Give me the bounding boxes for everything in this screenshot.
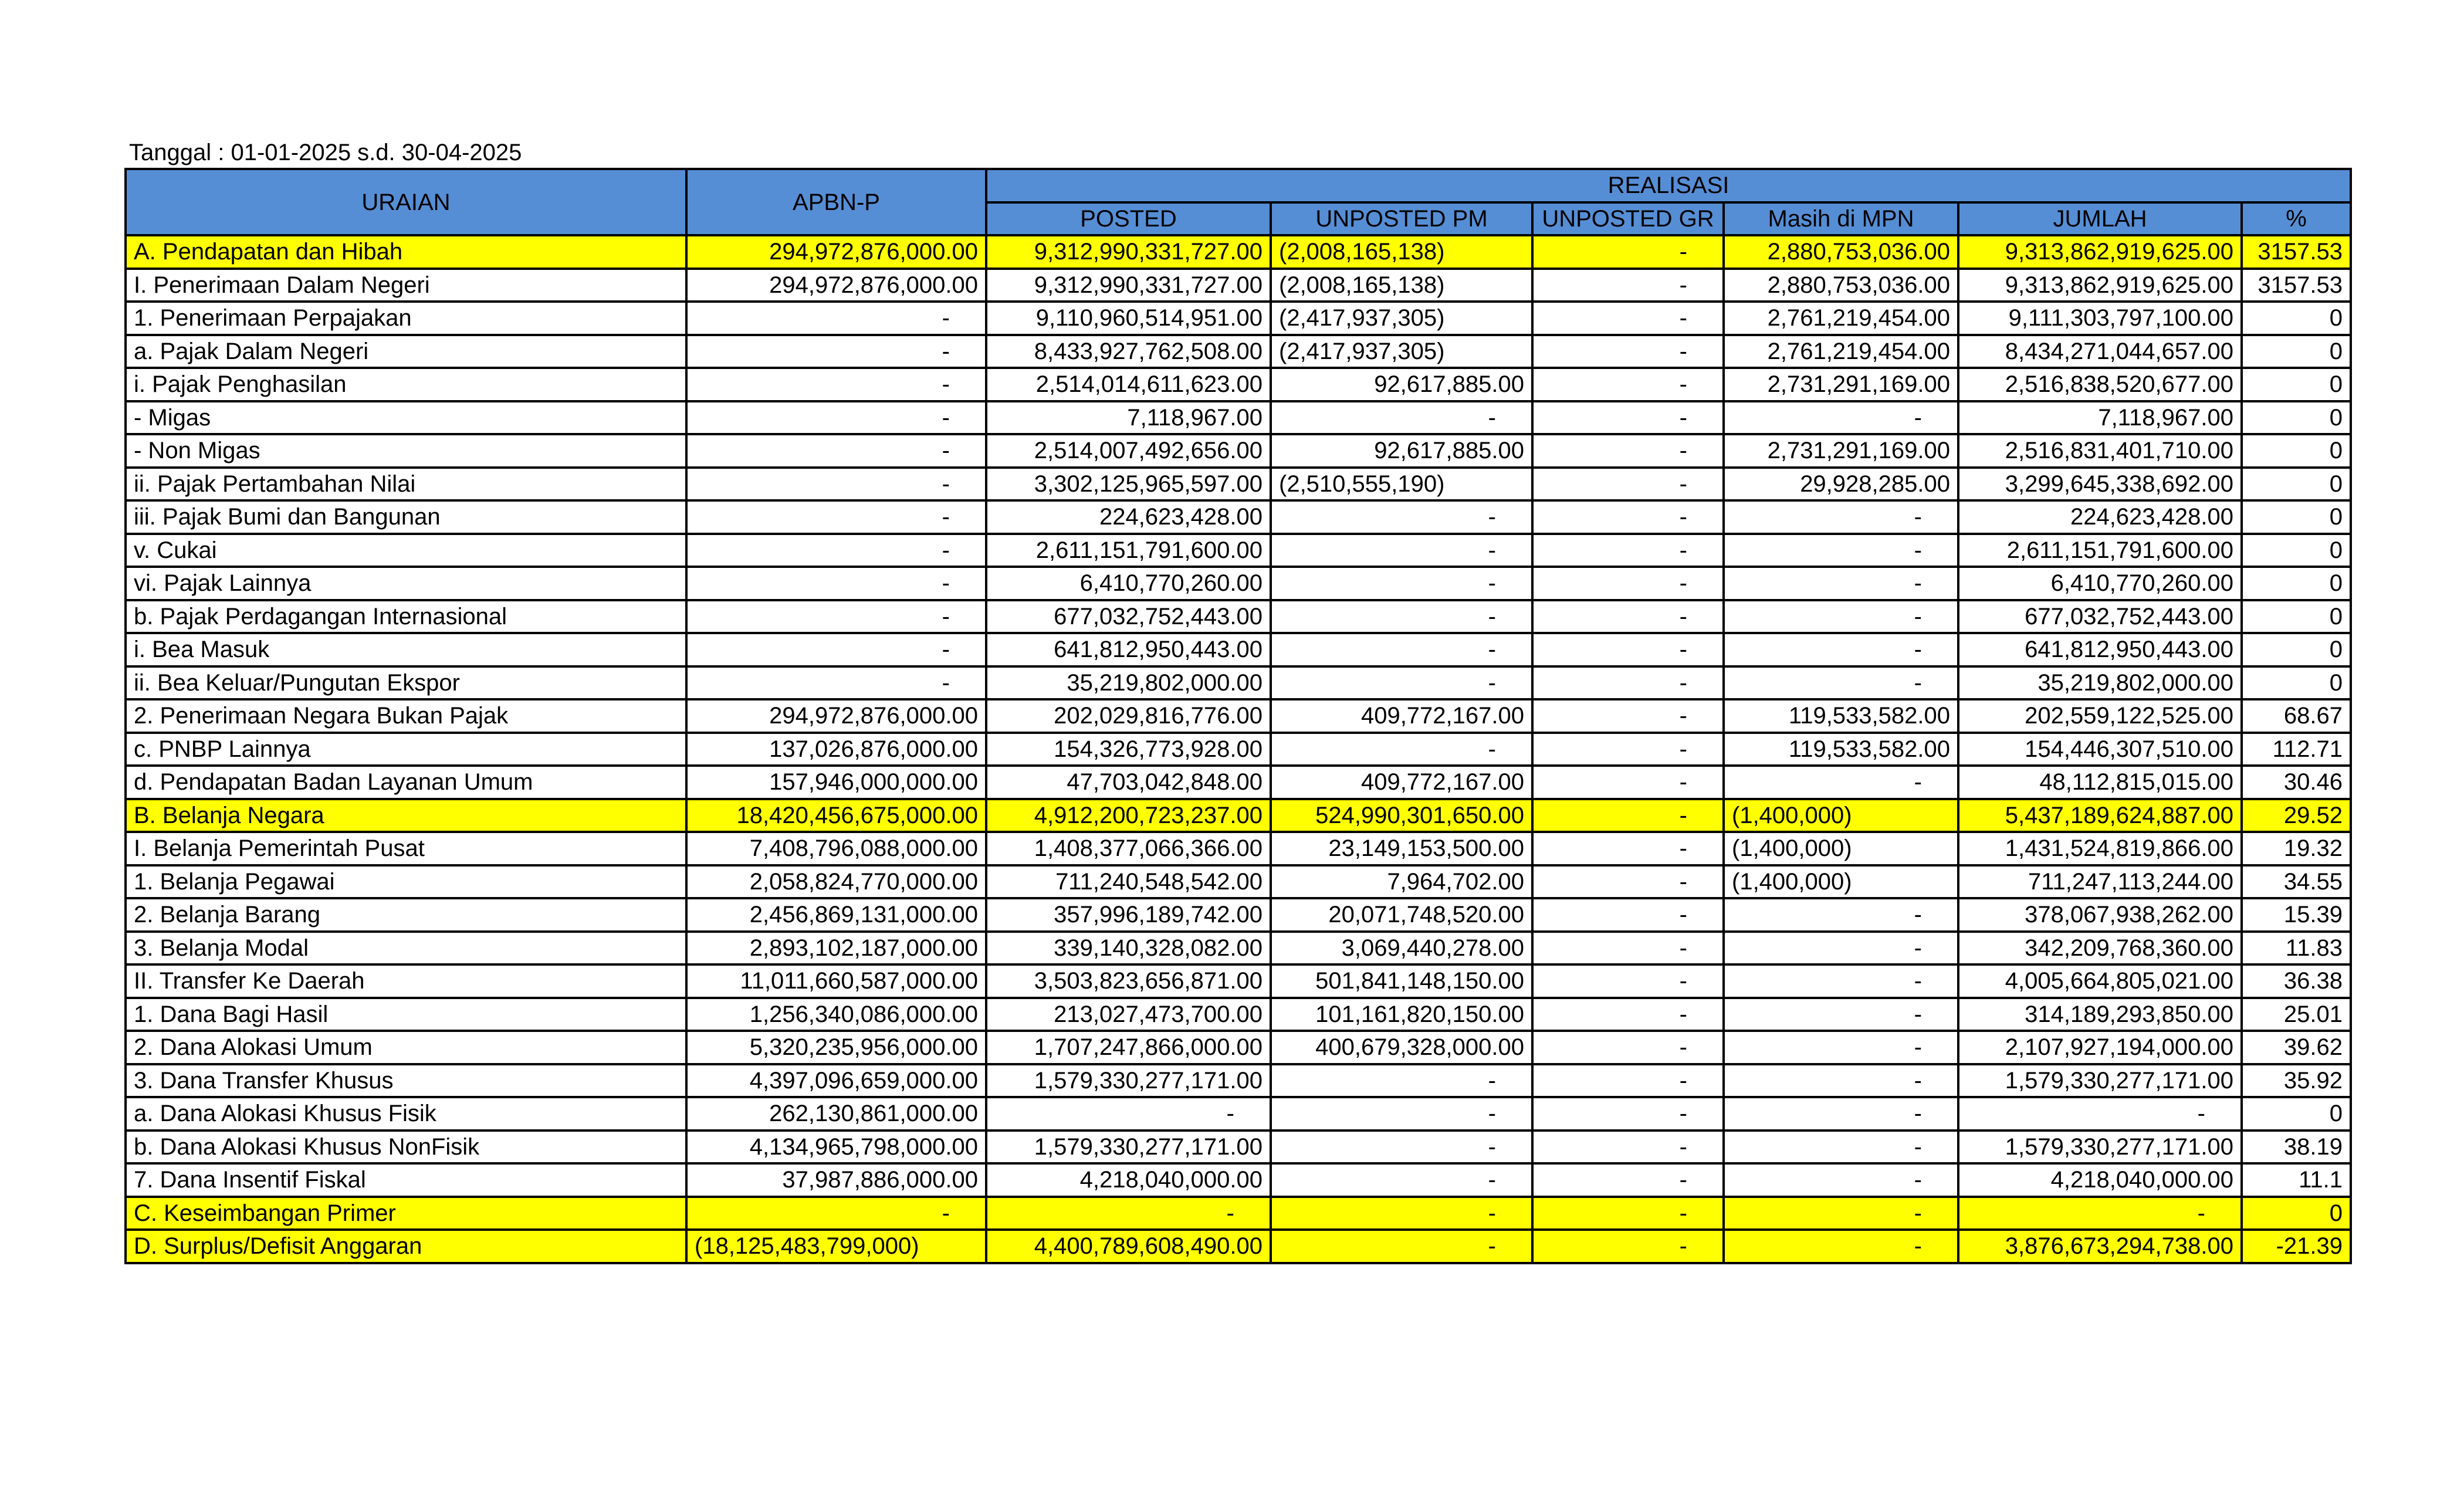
apbn-cell: 137,026,876,000.00 <box>686 733 986 766</box>
jumlah-cell: 224,623,428.00 <box>1958 500 2242 534</box>
unposted-gr-cell: - <box>1532 964 1724 998</box>
jumlah-cell: - <box>1958 1097 2242 1131</box>
jumlah-cell: 677,032,752,443.00 <box>1958 600 2242 634</box>
unposted-gr-cell: - <box>1532 932 1724 965</box>
jumlah-cell: 2,107,927,194,000.00 <box>1958 1031 2242 1064</box>
pct-cell: -21.39 <box>2242 1230 2351 1263</box>
pct-cell: 0 <box>2242 1097 2351 1131</box>
table-row <box>126 666 2351 700</box>
uraian-cell: ii. Bea Keluar/Pungutan Ekspor <box>126 666 686 700</box>
table-row <box>126 434 2351 468</box>
jumlah-cell: - <box>1958 1197 2242 1230</box>
uraian-cell: 2. Dana Alokasi Umum <box>126 1031 686 1064</box>
unposted-pm-cell: - <box>1271 600 1532 634</box>
jumlah-cell: 9,111,303,797,100.00 <box>1958 302 2242 335</box>
uraian-cell: b. Pajak Perdagangan Internasional <box>126 600 686 634</box>
table-row <box>126 534 2351 567</box>
posted-cell: 2,514,014,611,623.00 <box>986 368 1271 401</box>
apbn-cell: 262,130,861,000.00 <box>686 1097 986 1131</box>
date-range: Tanggal : 01-01-2025 s.d. 30-04-2025 <box>129 140 522 165</box>
posted-cell: 1,579,330,277,171.00 <box>986 1064 1271 1098</box>
unposted-gr-cell: - <box>1532 534 1724 567</box>
unposted-gr-cell: - <box>1532 567 1724 600</box>
unposted-pm-cell: - <box>1271 1230 1532 1263</box>
uraian-cell: 7. Dana Insentif Fiskal <box>126 1163 686 1197</box>
unposted-pm-cell: 23,149,153,500.00 <box>1271 832 1532 865</box>
posted-cell: 3,503,823,656,871.00 <box>986 964 1271 998</box>
uraian-cell: I. Belanja Pemerintah Pusat <box>126 832 686 865</box>
apbn-cell: - <box>686 401 986 435</box>
unposted-gr-cell: - <box>1532 600 1724 634</box>
unposted-pm-cell: 409,772,167.00 <box>1271 699 1532 733</box>
unposted-pm-cell: 92,617,885.00 <box>1271 434 1532 468</box>
table-row <box>126 932 2351 965</box>
jumlah-cell: 202,559,122,525.00 <box>1958 699 2242 733</box>
table-row <box>126 865 2351 899</box>
jumlah-cell: 3,299,645,338,692.00 <box>1958 468 2242 501</box>
posted-cell: 9,312,990,331,727.00 <box>986 269 1271 302</box>
jumlah-cell: 9,313,862,919,625.00 <box>1958 235 2242 269</box>
unposted-gr-cell: - <box>1532 832 1724 865</box>
unposted-pm-cell: - <box>1271 567 1532 600</box>
jumlah-cell: 7,118,967.00 <box>1958 401 2242 435</box>
mpn-cell: 29,928,285.00 <box>1724 468 1958 501</box>
table-row <box>126 1230 2351 1263</box>
uraian-cell: 1. Belanja Pegawai <box>126 865 686 899</box>
posted-cell: 357,996,189,742.00 <box>986 898 1271 932</box>
apbn-cell: 157,946,000,000.00 <box>686 766 986 799</box>
uraian-cell: II. Transfer Ke Daerah <box>126 964 686 998</box>
unposted-pm-cell: - <box>1271 500 1532 534</box>
mpn-cell: - <box>1724 567 1958 600</box>
apbn-cell: - <box>686 434 986 468</box>
apbn-cell: 7,408,796,088,000.00 <box>686 832 986 865</box>
jumlah-cell: 1,431,524,819,866.00 <box>1958 832 2242 865</box>
pct-cell: 11.83 <box>2242 932 2351 965</box>
table-row <box>126 401 2351 435</box>
table-body <box>126 235 2351 1263</box>
pct-cell: 0 <box>2242 468 2351 501</box>
table-row <box>126 633 2351 666</box>
posted-cell: 1,707,247,866,000.00 <box>986 1031 1271 1064</box>
mpn-cell: 2,761,219,454.00 <box>1724 335 1958 368</box>
unposted-gr-cell: - <box>1532 500 1724 534</box>
posted-cell: 4,400,789,608,490.00 <box>986 1230 1271 1263</box>
unposted-gr-cell: - <box>1532 799 1724 832</box>
mpn-cell: (1,400,000) <box>1724 799 1958 832</box>
apbn-cell: - <box>686 600 986 634</box>
uraian-cell: C. Keseimbangan Primer <box>126 1197 686 1230</box>
unposted-pm-cell: 101,161,820,150.00 <box>1271 998 1532 1031</box>
mpn-cell: - <box>1724 1064 1958 1098</box>
posted-cell: 3,302,125,965,597.00 <box>986 468 1271 501</box>
jumlah-cell: 4,005,664,805,021.00 <box>1958 964 2242 998</box>
mpn-cell: - <box>1724 998 1958 1031</box>
posted-cell: 1,579,330,277,171.00 <box>986 1131 1271 1164</box>
unposted-gr-cell: - <box>1532 302 1724 335</box>
unposted-gr-cell: - <box>1532 1131 1724 1164</box>
posted-cell: 9,110,960,514,951.00 <box>986 302 1271 335</box>
col-header-jumlah: JUMLAH <box>1958 202 2242 236</box>
apbn-cell: - <box>686 335 986 368</box>
col-header-unposted-pm: UNPOSTED PM <box>1271 202 1532 236</box>
table-row <box>126 302 2351 335</box>
unposted-gr-cell: - <box>1532 1031 1724 1064</box>
apbn-cell: - <box>686 567 986 600</box>
apbn-cell: - <box>686 500 986 534</box>
posted-cell: 677,032,752,443.00 <box>986 600 1271 634</box>
unposted-pm-cell: (2,008,165,138) <box>1271 235 1532 269</box>
col-header-pct: % <box>2242 202 2351 236</box>
pct-cell: 0 <box>2242 567 2351 600</box>
table-row <box>126 468 2351 501</box>
posted-cell: - <box>986 1097 1271 1131</box>
mpn-cell: - <box>1724 898 1958 932</box>
posted-cell: 154,326,773,928.00 <box>986 733 1271 766</box>
unposted-gr-cell: - <box>1532 401 1724 435</box>
unposted-gr-cell: - <box>1532 1097 1724 1131</box>
realisasi-table <box>124 168 2352 1264</box>
uraian-cell: c. PNBP Lainnya <box>126 733 686 766</box>
uraian-cell: vi. Pajak Lainnya <box>126 567 686 600</box>
mpn-cell: 2,880,753,036.00 <box>1724 269 1958 302</box>
unposted-gr-cell: - <box>1532 998 1724 1031</box>
posted-cell: 2,611,151,791,600.00 <box>986 534 1271 567</box>
pct-cell: 112.71 <box>2242 733 2351 766</box>
jumlah-cell: 378,067,938,262.00 <box>1958 898 2242 932</box>
mpn-cell: - <box>1724 534 1958 567</box>
pct-cell: 38.19 <box>2242 1131 2351 1164</box>
posted-cell: 224,623,428.00 <box>986 500 1271 534</box>
jumlah-cell: 1,579,330,277,171.00 <box>1958 1131 2242 1164</box>
table-row <box>126 600 2351 634</box>
posted-cell: 339,140,328,082.00 <box>986 932 1271 965</box>
posted-cell: 9,312,990,331,727.00 <box>986 235 1271 269</box>
unposted-pm-cell: - <box>1271 1131 1532 1164</box>
col-header-unposted-gr: UNPOSTED GR <box>1532 202 1724 236</box>
unposted-gr-cell: - <box>1532 1197 1724 1230</box>
pct-cell: 36.38 <box>2242 964 2351 998</box>
apbn-cell: 294,972,876,000.00 <box>686 235 986 269</box>
unposted-gr-cell: - <box>1532 633 1724 666</box>
posted-cell: 213,027,473,700.00 <box>986 998 1271 1031</box>
apbn-cell: 294,972,876,000.00 <box>686 699 986 733</box>
uraian-cell: i. Pajak Penghasilan <box>126 368 686 401</box>
jumlah-cell: 1,579,330,277,171.00 <box>1958 1064 2242 1098</box>
unposted-gr-cell: - <box>1532 335 1724 368</box>
pct-cell: 68.67 <box>2242 699 2351 733</box>
unposted-gr-cell: - <box>1532 235 1724 269</box>
mpn-cell: 2,731,291,169.00 <box>1724 368 1958 401</box>
unposted-gr-cell: - <box>1532 269 1724 302</box>
posted-cell: - <box>986 1197 1271 1230</box>
unposted-pm-cell: - <box>1271 534 1532 567</box>
mpn-cell: 119,533,582.00 <box>1724 699 1958 733</box>
jumlah-cell: 9,313,862,919,625.00 <box>1958 269 2242 302</box>
unposted-pm-cell: (2,417,937,305) <box>1271 302 1532 335</box>
table-row <box>126 832 2351 865</box>
jumlah-cell: 35,219,802,000.00 <box>1958 666 2242 700</box>
unposted-pm-cell: (2,008,165,138) <box>1271 269 1532 302</box>
unposted-pm-cell: 7,964,702.00 <box>1271 865 1532 899</box>
posted-cell: 47,703,042,848.00 <box>986 766 1271 799</box>
pct-cell: 19.32 <box>2242 832 2351 865</box>
col-header-uraian: URAIAN <box>126 169 686 235</box>
unposted-pm-cell: - <box>1271 1197 1532 1230</box>
pct-cell: 29.52 <box>2242 799 2351 832</box>
unposted-pm-cell: - <box>1271 733 1532 766</box>
mpn-cell: - <box>1724 1163 1958 1197</box>
unposted-gr-cell: - <box>1532 368 1724 401</box>
jumlah-cell: 6,410,770,260.00 <box>1958 567 2242 600</box>
table-row <box>126 733 2351 766</box>
uraian-cell: 2. Belanja Barang <box>126 898 686 932</box>
jumlah-cell: 5,437,189,624,887.00 <box>1958 799 2242 832</box>
mpn-cell: - <box>1724 1097 1958 1131</box>
jumlah-cell: 154,446,307,510.00 <box>1958 733 2242 766</box>
unposted-pm-cell: - <box>1271 1064 1532 1098</box>
col-header-apbn: APBN-P <box>686 169 986 235</box>
pct-cell: 0 <box>2242 401 2351 435</box>
pct-cell: 0 <box>2242 368 2351 401</box>
uraian-cell: 3. Belanja Modal <box>126 932 686 965</box>
apbn-cell: 18,420,456,675,000.00 <box>686 799 986 832</box>
pct-cell: 0 <box>2242 600 2351 634</box>
mpn-cell: 119,533,582.00 <box>1724 733 1958 766</box>
mpn-cell: - <box>1724 401 1958 435</box>
uraian-cell: I. Penerimaan Dalam Negeri <box>126 269 686 302</box>
pct-cell: 0 <box>2242 302 2351 335</box>
posted-cell: 1,408,377,066,366.00 <box>986 832 1271 865</box>
apbn-cell: 2,058,824,770,000.00 <box>686 865 986 899</box>
uraian-cell: ii. Pajak Pertambahan Nilai <box>126 468 686 501</box>
unposted-pm-cell: 524,990,301,650.00 <box>1271 799 1532 832</box>
uraian-cell: 3. Dana Transfer Khusus <box>126 1064 686 1098</box>
table-row <box>126 1031 2351 1064</box>
pct-cell: 35.92 <box>2242 1064 2351 1098</box>
posted-cell: 8,433,927,762,508.00 <box>986 335 1271 368</box>
pct-cell: 0 <box>2242 1197 2351 1230</box>
uraian-cell: D. Surplus/Defisit Anggaran <box>126 1230 686 1263</box>
pct-cell: 3157.53 <box>2242 235 2351 269</box>
table-row <box>126 567 2351 600</box>
jumlah-cell: 2,516,838,520,677.00 <box>1958 368 2242 401</box>
apbn-cell: 294,972,876,000.00 <box>686 269 986 302</box>
unposted-pm-cell: 400,679,328,000.00 <box>1271 1031 1532 1064</box>
table-row <box>126 766 2351 799</box>
mpn-cell: - <box>1724 964 1958 998</box>
uraian-cell: 2. Penerimaan Negara Bukan Pajak <box>126 699 686 733</box>
apbn-cell: 5,320,235,956,000.00 <box>686 1031 986 1064</box>
mpn-cell: 2,761,219,454.00 <box>1724 302 1958 335</box>
table-row <box>126 1064 2351 1098</box>
pct-cell: 0 <box>2242 500 2351 534</box>
table-row <box>126 500 2351 534</box>
apbn-cell: - <box>686 666 986 700</box>
table-row <box>126 368 2351 401</box>
apbn-cell: 4,397,096,659,000.00 <box>686 1064 986 1098</box>
apbn-cell: - <box>686 633 986 666</box>
posted-cell: 6,410,770,260.00 <box>986 567 1271 600</box>
mpn-cell: (1,400,000) <box>1724 832 1958 865</box>
apbn-cell: 2,893,102,187,000.00 <box>686 932 986 965</box>
unposted-gr-cell: - <box>1532 733 1724 766</box>
apbn-cell: (18,125,483,799,000) <box>686 1230 986 1263</box>
table-row <box>126 1197 2351 1230</box>
col-header-mpn: Masih di MPN <box>1724 202 1958 236</box>
pct-cell: 0 <box>2242 666 2351 700</box>
mpn-cell: - <box>1724 500 1958 534</box>
unposted-pm-cell: 501,841,148,150.00 <box>1271 964 1532 998</box>
table-row <box>126 964 2351 998</box>
mpn-cell: - <box>1724 666 1958 700</box>
col-header-realisasi: REALISASI <box>986 169 2351 202</box>
mpn-cell: - <box>1724 600 1958 634</box>
pct-cell: 39.62 <box>2242 1031 2351 1064</box>
apbn-cell: 2,456,869,131,000.00 <box>686 898 986 932</box>
pct-cell: 0 <box>2242 434 2351 468</box>
apbn-cell: - <box>686 302 986 335</box>
uraian-cell: iii. Pajak Bumi dan Bangunan <box>126 500 686 534</box>
table-row <box>126 998 2351 1031</box>
table-row <box>126 269 2351 302</box>
apbn-cell: 1,256,340,086,000.00 <box>686 998 986 1031</box>
pct-cell: 15.39 <box>2242 898 2351 932</box>
uraian-cell: - Non Migas <box>126 434 686 468</box>
mpn-cell: - <box>1724 1197 1958 1230</box>
uraian-cell: A. Pendapatan dan Hibah <box>126 235 686 269</box>
header-row-top <box>126 169 2351 202</box>
unposted-gr-cell: - <box>1532 1163 1724 1197</box>
unposted-gr-cell: - <box>1532 468 1724 501</box>
uraian-cell: - Migas <box>126 401 686 435</box>
posted-cell: 4,912,200,723,237.00 <box>986 799 1271 832</box>
unposted-gr-cell: - <box>1532 1064 1724 1098</box>
apbn-cell: - <box>686 1197 986 1230</box>
jumlah-cell: 314,189,293,850.00 <box>1958 998 2242 1031</box>
mpn-cell: - <box>1724 932 1958 965</box>
unposted-gr-cell: - <box>1532 865 1724 899</box>
pct-cell: 11.1 <box>2242 1163 2351 1197</box>
posted-cell: 4,218,040,000.00 <box>986 1163 1271 1197</box>
apbn-cell: 4,134,965,798,000.00 <box>686 1131 986 1164</box>
table-row <box>126 235 2351 269</box>
posted-cell: 2,514,007,492,656.00 <box>986 434 1271 468</box>
unposted-pm-cell: 20,071,748,520.00 <box>1271 898 1532 932</box>
jumlah-cell: 8,434,271,044,657.00 <box>1958 335 2242 368</box>
table-row <box>126 1131 2351 1164</box>
jumlah-cell: 48,112,815,015.00 <box>1958 766 2242 799</box>
mpn-cell: - <box>1724 1230 1958 1263</box>
jumlah-cell: 711,247,113,244.00 <box>1958 865 2242 899</box>
unposted-pm-cell: (2,417,937,305) <box>1271 335 1532 368</box>
uraian-cell: 1. Dana Bagi Hasil <box>126 998 686 1031</box>
uraian-cell: b. Dana Alokasi Khusus NonFisik <box>126 1131 686 1164</box>
uraian-cell: d. Pendapatan Badan Layanan Umum <box>126 766 686 799</box>
pct-cell: 25.01 <box>2242 998 2351 1031</box>
pct-cell: 3157.53 <box>2242 269 2351 302</box>
pct-cell: 0 <box>2242 534 2351 567</box>
table-row <box>126 1163 2351 1197</box>
table-row <box>126 1097 2351 1131</box>
mpn-cell: 2,880,753,036.00 <box>1724 235 1958 269</box>
apbn-cell: - <box>686 534 986 567</box>
unposted-pm-cell: 92,617,885.00 <box>1271 368 1532 401</box>
unposted-pm-cell: - <box>1271 1163 1532 1197</box>
unposted-gr-cell: - <box>1532 898 1724 932</box>
unposted-pm-cell: 3,069,440,278.00 <box>1271 932 1532 965</box>
jumlah-cell: 641,812,950,443.00 <box>1958 633 2242 666</box>
uraian-cell: v. Cukai <box>126 534 686 567</box>
uraian-cell: a. Pajak Dalam Negeri <box>126 335 686 368</box>
jumlah-cell: 2,516,831,401,710.00 <box>1958 434 2242 468</box>
unposted-gr-cell: - <box>1532 434 1724 468</box>
mpn-cell: - <box>1724 1131 1958 1164</box>
table-row <box>126 799 2351 832</box>
apbn-cell: 37,987,886,000.00 <box>686 1163 986 1197</box>
unposted-gr-cell: - <box>1532 666 1724 700</box>
mpn-cell: - <box>1724 1031 1958 1064</box>
mpn-cell: (1,400,000) <box>1724 865 1958 899</box>
uraian-cell: a. Dana Alokasi Khusus Fisik <box>126 1097 686 1131</box>
uraian-cell: B. Belanja Negara <box>126 799 686 832</box>
jumlah-cell: 342,209,768,360.00 <box>1958 932 2242 965</box>
posted-cell: 641,812,950,443.00 <box>986 633 1271 666</box>
apbn-cell: 11,011,660,587,000.00 <box>686 964 986 998</box>
col-header-posted: POSTED <box>986 202 1271 236</box>
pct-cell: 0 <box>2242 335 2351 368</box>
unposted-pm-cell: - <box>1271 633 1532 666</box>
unposted-gr-cell: - <box>1532 766 1724 799</box>
table-row <box>126 699 2351 733</box>
jumlah-cell: 2,611,151,791,600.00 <box>1958 534 2242 567</box>
posted-cell: 7,118,967.00 <box>986 401 1271 435</box>
apbn-cell: - <box>686 368 986 401</box>
mpn-cell: - <box>1724 633 1958 666</box>
unposted-pm-cell: - <box>1271 666 1532 700</box>
jumlah-cell: 3,876,673,294,738.00 <box>1958 1230 2242 1263</box>
mpn-cell: 2,731,291,169.00 <box>1724 434 1958 468</box>
unposted-pm-cell: 409,772,167.00 <box>1271 766 1532 799</box>
pct-cell: 34.55 <box>2242 865 2351 899</box>
pct-cell: 30.46 <box>2242 766 2351 799</box>
mpn-cell: - <box>1724 766 1958 799</box>
posted-cell: 711,240,548,542.00 <box>986 865 1271 899</box>
unposted-gr-cell: - <box>1532 1230 1724 1263</box>
table-row <box>126 898 2351 932</box>
apbn-cell: - <box>686 468 986 501</box>
unposted-pm-cell: (2,510,555,190) <box>1271 468 1532 501</box>
unposted-pm-cell: - <box>1271 401 1532 435</box>
posted-cell: 202,029,816,776.00 <box>986 699 1271 733</box>
pct-cell: 0 <box>2242 633 2351 666</box>
uraian-cell: 1. Penerimaan Perpajakan <box>126 302 686 335</box>
posted-cell: 35,219,802,000.00 <box>986 666 1271 700</box>
table-row <box>126 335 2351 368</box>
unposted-pm-cell: - <box>1271 1097 1532 1131</box>
unposted-gr-cell: - <box>1532 699 1724 733</box>
jumlah-cell: 4,218,040,000.00 <box>1958 1163 2242 1197</box>
uraian-cell: i. Bea Masuk <box>126 633 686 666</box>
